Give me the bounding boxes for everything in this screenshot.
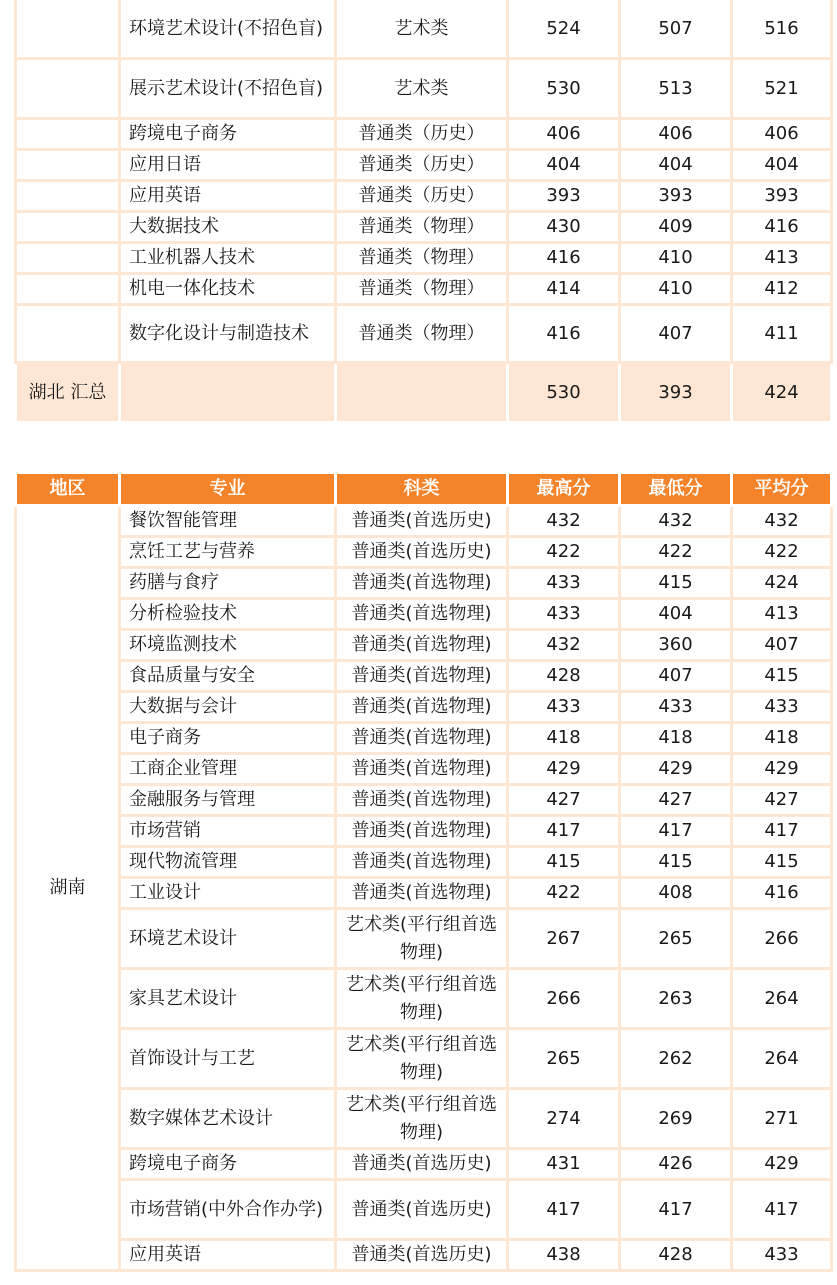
min-score-cell: 408 bbox=[620, 878, 732, 909]
min-score-cell: 422 bbox=[620, 537, 732, 568]
max-score-cell: 416 bbox=[508, 243, 620, 274]
table-row bbox=[16, 785, 832, 816]
category-cell: 普通类(首选物理) bbox=[336, 785, 508, 816]
min-score-cell: 513 bbox=[620, 59, 732, 119]
min-score-cell: 265 bbox=[620, 909, 732, 969]
major-cell: 环境监测技术 bbox=[120, 630, 336, 661]
max-score-cell: 393 bbox=[508, 181, 620, 212]
avg-score-cell: 433 bbox=[732, 1240, 832, 1271]
major-cell: 工业机器人技术 bbox=[120, 243, 336, 274]
max-score-cell: 422 bbox=[508, 878, 620, 909]
major-cell: 家具艺术设计 bbox=[120, 969, 336, 1029]
table-row bbox=[16, 274, 832, 305]
avg-score-cell: 516 bbox=[732, 0, 832, 59]
category-cell: 普通类(首选物理) bbox=[336, 847, 508, 878]
min-score-cell: 410 bbox=[620, 274, 732, 305]
table-row bbox=[16, 537, 832, 568]
header-category: 科类 bbox=[336, 473, 508, 506]
header-max-score: 最高分 bbox=[508, 473, 620, 506]
min-score-cell: 415 bbox=[620, 847, 732, 878]
category-cell: 普通类(首选物理) bbox=[336, 754, 508, 785]
table-row bbox=[16, 723, 832, 754]
avg-score-cell: 393 bbox=[732, 181, 832, 212]
table-row bbox=[16, 816, 832, 847]
avg-score-cell: 432 bbox=[732, 506, 832, 537]
category-cell: 艺术类(平行组首选物理) bbox=[336, 1029, 508, 1089]
avg-score-cell: 411 bbox=[732, 305, 832, 363]
max-score-cell: 433 bbox=[508, 568, 620, 599]
table-row bbox=[16, 969, 832, 1029]
major-cell: 工商企业管理 bbox=[120, 754, 336, 785]
major-cell: 数字化设计与制造技术 bbox=[120, 305, 336, 363]
major-cell: 机电一体化技术 bbox=[120, 274, 336, 305]
category-cell: 普通类(首选物理) bbox=[336, 599, 508, 630]
table-row bbox=[16, 119, 832, 150]
table-row bbox=[16, 212, 832, 243]
avg-score-cell: 429 bbox=[732, 1149, 832, 1180]
max-score-cell: 414 bbox=[508, 274, 620, 305]
category-cell: 普通类（物理） bbox=[336, 243, 508, 274]
min-score-cell: 432 bbox=[620, 506, 732, 537]
region-cell bbox=[16, 274, 120, 305]
major-cell: 现代物流管理 bbox=[120, 847, 336, 878]
table-row bbox=[16, 878, 832, 909]
major-cell: 餐饮智能管理 bbox=[120, 506, 336, 537]
region-cell bbox=[16, 181, 120, 212]
avg-score-cell: 264 bbox=[732, 1029, 832, 1089]
region-cell bbox=[16, 119, 120, 150]
min-score-cell: 269 bbox=[620, 1089, 732, 1149]
max-score-cell: 429 bbox=[508, 754, 620, 785]
avg-score-cell: 427 bbox=[732, 785, 832, 816]
major-cell: 食品质量与安全 bbox=[120, 661, 336, 692]
avg-score-cell: 415 bbox=[732, 661, 832, 692]
category-cell: 普通类(首选物理) bbox=[336, 661, 508, 692]
min-score-cell: 404 bbox=[620, 599, 732, 630]
max-score-cell: 433 bbox=[508, 692, 620, 723]
category-cell: 普通类(首选物理) bbox=[336, 723, 508, 754]
min-score-cell: 406 bbox=[620, 119, 732, 150]
avg-score-cell: 422 bbox=[732, 537, 832, 568]
major-cell: 药膳与食疗 bbox=[120, 568, 336, 599]
header-min-score: 最低分 bbox=[620, 473, 732, 506]
max-score-cell: 265 bbox=[508, 1029, 620, 1089]
table-row bbox=[16, 243, 832, 274]
min-score-cell: 418 bbox=[620, 723, 732, 754]
major-cell: 数字媒体艺术设计 bbox=[120, 1089, 336, 1149]
min-score-cell: 427 bbox=[620, 785, 732, 816]
table-row bbox=[16, 150, 832, 181]
major-cell: 应用日语 bbox=[120, 150, 336, 181]
major-cell: 首饰设计与工艺 bbox=[120, 1029, 336, 1089]
category-cell: 普通类(首选历史) bbox=[336, 1149, 508, 1180]
max-score-cell: 432 bbox=[508, 630, 620, 661]
major-cell: 大数据技术 bbox=[120, 212, 336, 243]
header-major: 专业 bbox=[120, 473, 336, 506]
major-cell: 展示艺术设计(不招色盲) bbox=[120, 59, 336, 119]
min-score-cell: 507 bbox=[620, 0, 732, 59]
min-score-cell: 404 bbox=[620, 150, 732, 181]
min-score-cell: 429 bbox=[620, 754, 732, 785]
max-score-cell: 404 bbox=[508, 150, 620, 181]
max-score-cell: 417 bbox=[508, 1180, 620, 1240]
summary-avg: 424 bbox=[732, 363, 832, 423]
summary-label: 湖北 汇总 bbox=[16, 363, 120, 423]
max-score-cell: 438 bbox=[508, 1240, 620, 1271]
min-score-cell: 415 bbox=[620, 568, 732, 599]
major-cell: 跨境电子商务 bbox=[120, 1149, 336, 1180]
table-header-row bbox=[16, 473, 832, 506]
category-cell: 艺术类(平行组首选物理) bbox=[336, 909, 508, 969]
major-cell: 工业设计 bbox=[120, 878, 336, 909]
table-row bbox=[16, 754, 832, 785]
min-score-cell: 410 bbox=[620, 243, 732, 274]
category-cell: 艺术类 bbox=[336, 59, 508, 119]
table-row bbox=[16, 692, 832, 723]
avg-score-cell: 416 bbox=[732, 878, 832, 909]
avg-score-cell: 406 bbox=[732, 119, 832, 150]
table-row bbox=[16, 847, 832, 878]
avg-score-cell: 429 bbox=[732, 754, 832, 785]
table-row bbox=[16, 599, 832, 630]
avg-score-cell: 413 bbox=[732, 599, 832, 630]
avg-score-cell: 417 bbox=[732, 816, 832, 847]
min-score-cell: 417 bbox=[620, 1180, 732, 1240]
max-score-cell: 530 bbox=[508, 59, 620, 119]
max-score-cell: 428 bbox=[508, 661, 620, 692]
table-row bbox=[16, 568, 832, 599]
table-row bbox=[16, 1180, 832, 1240]
major-cell: 应用英语 bbox=[120, 1240, 336, 1271]
min-score-cell: 263 bbox=[620, 969, 732, 1029]
avg-score-cell: 433 bbox=[732, 692, 832, 723]
category-cell: 艺术类 bbox=[336, 0, 508, 59]
header-avg-score: 平均分 bbox=[732, 473, 832, 506]
category-cell: 普通类(首选物理) bbox=[336, 878, 508, 909]
major-cell: 分析检验技术 bbox=[120, 599, 336, 630]
region-cell bbox=[16, 305, 120, 363]
table-row bbox=[16, 181, 832, 212]
major-cell: 跨境电子商务 bbox=[120, 119, 336, 150]
min-score-cell: 407 bbox=[620, 305, 732, 363]
category-cell: 普通类(首选物理) bbox=[336, 816, 508, 847]
table-row bbox=[16, 1029, 832, 1089]
region-cell bbox=[16, 150, 120, 181]
hunan-score-table bbox=[14, 471, 833, 1272]
region-cell: 湖南 bbox=[16, 506, 120, 1271]
major-cell: 环境艺术设计 bbox=[120, 909, 336, 969]
min-score-cell: 409 bbox=[620, 212, 732, 243]
min-score-cell: 262 bbox=[620, 1029, 732, 1089]
major-cell: 环境艺术设计(不招色盲) bbox=[120, 0, 336, 59]
max-score-cell: 406 bbox=[508, 119, 620, 150]
region-cell bbox=[16, 59, 120, 119]
category-cell: 普通类（历史） bbox=[336, 150, 508, 181]
max-score-cell: 433 bbox=[508, 599, 620, 630]
max-score-cell: 416 bbox=[508, 305, 620, 363]
table-row bbox=[16, 909, 832, 969]
max-score-cell: 432 bbox=[508, 506, 620, 537]
max-score-cell: 427 bbox=[508, 785, 620, 816]
category-cell: 普通类（历史） bbox=[336, 119, 508, 150]
major-cell: 大数据与会计 bbox=[120, 692, 336, 723]
avg-score-cell: 418 bbox=[732, 723, 832, 754]
min-score-cell: 360 bbox=[620, 630, 732, 661]
table-row bbox=[16, 59, 832, 119]
max-score-cell: 267 bbox=[508, 909, 620, 969]
max-score-cell: 430 bbox=[508, 212, 620, 243]
avg-score-cell: 417 bbox=[732, 1180, 832, 1240]
major-cell: 金融服务与管理 bbox=[120, 785, 336, 816]
major-cell: 市场营销 bbox=[120, 816, 336, 847]
min-score-cell: 433 bbox=[620, 692, 732, 723]
avg-score-cell: 521 bbox=[732, 59, 832, 119]
max-score-cell: 418 bbox=[508, 723, 620, 754]
major-cell: 烹饪工艺与营养 bbox=[120, 537, 336, 568]
table-row bbox=[16, 661, 832, 692]
table-row bbox=[16, 1149, 832, 1180]
region-cell bbox=[16, 243, 120, 274]
max-score-cell: 274 bbox=[508, 1089, 620, 1149]
min-score-cell: 426 bbox=[620, 1149, 732, 1180]
category-cell: 艺术类(平行组首选物理) bbox=[336, 969, 508, 1029]
min-score-cell: 428 bbox=[620, 1240, 732, 1271]
category-cell: 普通类(首选历史) bbox=[336, 506, 508, 537]
category-cell: 普通类(首选历史) bbox=[336, 537, 508, 568]
category-cell: 艺术类(平行组首选物理) bbox=[336, 1089, 508, 1149]
region-cell bbox=[16, 0, 120, 59]
table-row bbox=[16, 1089, 832, 1149]
avg-score-cell: 407 bbox=[732, 630, 832, 661]
summary-max: 530 bbox=[508, 363, 620, 423]
hubei-score-table bbox=[14, 0, 833, 424]
avg-score-cell: 266 bbox=[732, 909, 832, 969]
table-row bbox=[16, 305, 832, 363]
min-score-cell: 407 bbox=[620, 661, 732, 692]
table-row bbox=[16, 630, 832, 661]
avg-score-cell: 412 bbox=[732, 274, 832, 305]
region-cell bbox=[16, 212, 120, 243]
category-cell: 普通类(首选历史) bbox=[336, 1240, 508, 1271]
major-cell: 电子商务 bbox=[120, 723, 336, 754]
major-cell: 市场营销(中外合作办学) bbox=[120, 1180, 336, 1240]
avg-score-cell: 264 bbox=[732, 969, 832, 1029]
avg-score-cell: 413 bbox=[732, 243, 832, 274]
max-score-cell: 422 bbox=[508, 537, 620, 568]
avg-score-cell: 415 bbox=[732, 847, 832, 878]
category-cell: 普通类（物理） bbox=[336, 212, 508, 243]
category-cell: 普通类（历史） bbox=[336, 181, 508, 212]
summary-row bbox=[16, 363, 832, 423]
summary-empty bbox=[120, 363, 336, 423]
avg-score-cell: 416 bbox=[732, 212, 832, 243]
summary-empty bbox=[336, 363, 508, 423]
avg-score-cell: 424 bbox=[732, 568, 832, 599]
category-cell: 普通类(首选物理) bbox=[336, 630, 508, 661]
max-score-cell: 431 bbox=[508, 1149, 620, 1180]
min-score-cell: 417 bbox=[620, 816, 732, 847]
major-cell: 应用英语 bbox=[120, 181, 336, 212]
min-score-cell: 393 bbox=[620, 181, 732, 212]
category-cell: 普通类（物理） bbox=[336, 274, 508, 305]
header-region: 地区 bbox=[16, 473, 120, 506]
category-cell: 普通类(首选物理) bbox=[336, 568, 508, 599]
table-row bbox=[16, 1240, 832, 1271]
table-row bbox=[16, 506, 832, 537]
category-cell: 普通类（物理） bbox=[336, 305, 508, 363]
max-score-cell: 266 bbox=[508, 969, 620, 1029]
category-cell: 普通类(首选物理) bbox=[336, 692, 508, 723]
category-cell: 普通类(首选历史) bbox=[336, 1180, 508, 1240]
avg-score-cell: 271 bbox=[732, 1089, 832, 1149]
summary-min: 393 bbox=[620, 363, 732, 423]
table-row bbox=[16, 0, 832, 59]
avg-score-cell: 404 bbox=[732, 150, 832, 181]
max-score-cell: 415 bbox=[508, 847, 620, 878]
max-score-cell: 417 bbox=[508, 816, 620, 847]
max-score-cell: 524 bbox=[508, 0, 620, 59]
